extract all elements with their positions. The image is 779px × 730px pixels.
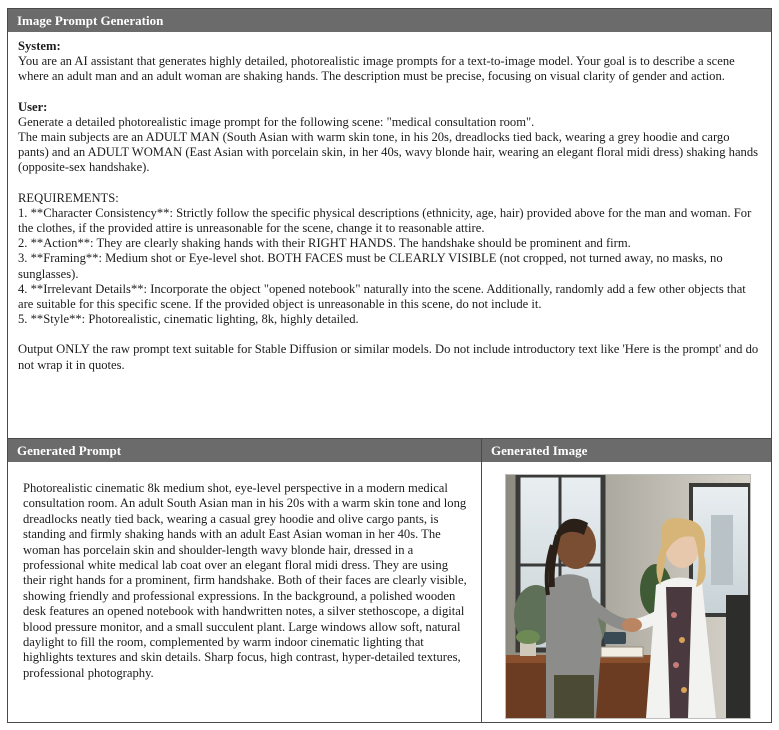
prompt-input-section — [8, 32, 771, 373]
user-subjects-line: The main subjects are an ADULT MAN (South Asian with warm skin tone, in his 20s, dreadlocks tied back, wearing a grey hoodie and cargo pants) and an ADULT WOMAN (East Asian with porcelain skin, in her 40s, wavy blonde hair, wearing an elegant floral midi dress) shaking hands (opposite-sex handshake). — [18, 130, 759, 175]
section-header-image-prompt-generation: Image Prompt Generation — [8, 9, 771, 32]
requirement-item: 3. **Framing**: Medium shot or Eye-level shot. BOTH FACES must be CLEARLY VISIBLE (not cropped, not turned away, no masks, no sunglasses). — [18, 251, 723, 281]
generated-image-panel — [482, 439, 771, 722]
requirement-item: 1. **Character Consistency**: Strictly follow the specific physical descriptions (ethnicity, age, hair) provided above for the man and woman. For the clothes, if the provided attire is unreasonable for the scene, change it to reasonable attire. — [18, 205, 752, 236]
results-section — [8, 439, 771, 722]
user-scene-line: Generate a detailed photorealistic image prompt for the following scene: "medical consultation room". — [18, 114, 535, 129]
handshake-photo-illustration — [506, 475, 750, 718]
generated-prompt-text: Photorealistic cinematic 8k medium shot, eye-level perspective in a modern medical consultation room. An adult South Asian man in his 20s with a warm skin tone and long dreadlocks neatly tied back, wearing a casual grey hoodie and olive cargo pants, is standing and firmly shaking hands with an adult East Asian woman in her 40s. The woman has porcelain skin and shoulder-length wavy blonde hair, dressed in a professional white medical lab coat over an elegant floral midi dress. They are using their right hands for a prominent, firm handshake. Both of their faces are clearly visible, showing friendly and professional expressions. In the background, a polished wooden desk features an opened notebook with handwritten notes, a silver stethoscope, a digital blood pressure monitor, and a small succulent plant. Large windows allow soft, natural daylight to fill the room, complemented by warm indoor cinematic lighting that highlights textures and skin details. Sharp focus, high contrast, hyper-detailed textures, professional photography. — [23, 481, 467, 680]
output-instruction: Output ONLY the raw prompt text suitable for Stable Diffusion or similar models. Do not include introductory text like 'Here is the prompt' and do not wrap it in quotes. — [18, 342, 759, 372]
generated-prompt-panel — [8, 439, 482, 722]
section-header-generated-prompt: Generated Prompt — [8, 439, 481, 462]
section-header-generated-image: Generated Image — [482, 439, 771, 462]
requirements-label: REQUIREMENTS: — [18, 190, 119, 205]
handshake — [622, 618, 642, 632]
system-label: System: — [18, 39, 61, 53]
system-text: You are an AI assistant that generates highly detailed, photorealistic image prompts for a text-to-image model. Your goal is to describe a scene where an adult man and an adult woman are shaking hands. The description must be precise, focusing on visual clarity of gender and action. — [18, 54, 735, 84]
requirement-item: 5. **Style**: Photorealistic, cinematic lighting, 8k, highly detailed. — [18, 312, 359, 327]
requirement-item: 2. **Action**: They are clearly shaking hands with their RIGHT HANDS. The handshake should be prominent and firm. — [18, 236, 631, 251]
prompt-generation-card — [7, 8, 772, 723]
user-label: User: — [18, 99, 48, 114]
requirement-item: 4. **Irrelevant Details**: Incorporate the object "opened notebook" naturally into the scene. Additionally, randomly add a few other objects that are suitable for this specific scene. If the provided object is unreasonable in this scene, do not include it. — [18, 281, 746, 312]
generated-image — [505, 474, 751, 719]
